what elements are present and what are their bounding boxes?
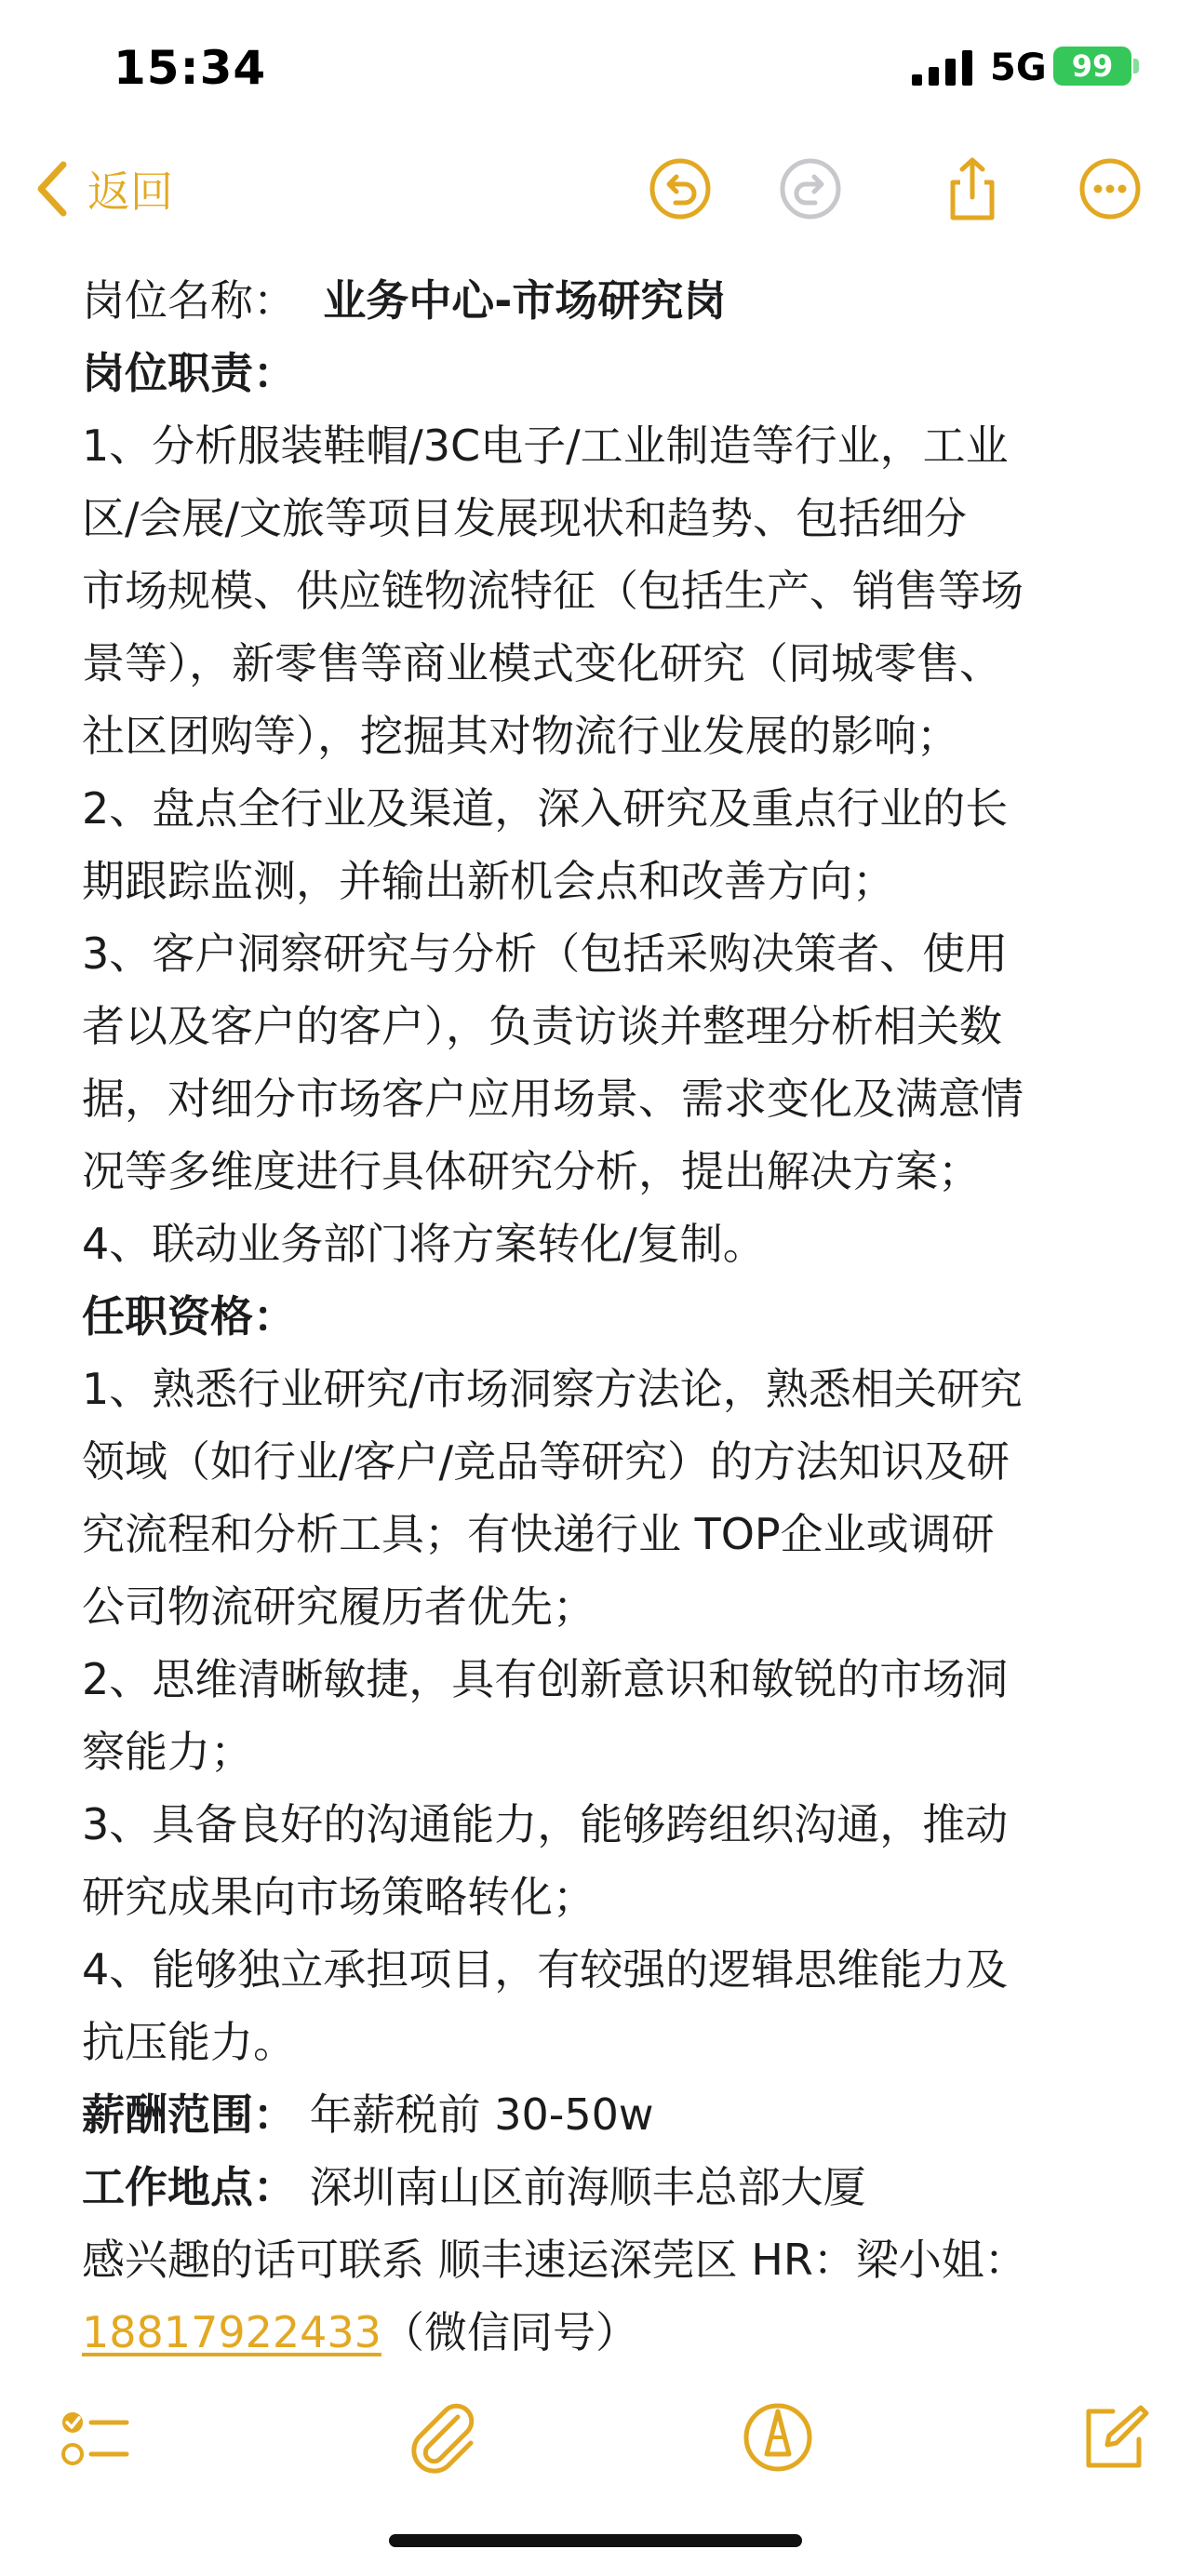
phone-line	[82, 2296, 1143, 2369]
attachment-icon	[406, 2400, 480, 2475]
cellular-signal-icon	[912, 48, 977, 86]
location-label: 工作地点：	[82, 2162, 296, 2212]
duties-line: 期跟踪监测，并输出新机会点和改善方向；	[82, 856, 895, 906]
salary-label: 薪酬范围：	[82, 2089, 296, 2140]
more-button[interactable]	[1077, 156, 1143, 221]
location-value: 深圳南山区前海顺丰总部大厦	[309, 2162, 866, 2212]
redo-button[interactable]	[778, 156, 843, 221]
battery-tip	[1133, 59, 1139, 73]
duties-line: 4、联动业务部门将方案转化/复制。	[82, 1219, 766, 1269]
duties-line: 况等多维度进行具体研究分析，提出解决方案；	[82, 1146, 981, 1196]
phone-note: （微信同号）	[381, 2307, 638, 2357]
requirements-line: 3、具备良好的沟通能力，能够跨组织沟通，推动	[82, 1799, 1009, 1849]
attachment-button[interactable]	[406, 2400, 480, 2475]
status-bar	[0, 0, 1191, 140]
requirements-heading: 任职资格：	[82, 1291, 296, 1341]
duties-line: 区/会展/文旅等项目发展现状和趋势、包括细分	[82, 493, 967, 543]
job-title-line	[82, 264, 1143, 337]
bottom-toolbar	[0, 2400, 1191, 2503]
duties-line: 2、盘点全行业及渠道，深入研究及重点行业的长	[82, 783, 1009, 834]
nav-bar	[0, 149, 1191, 251]
requirements-line: 领域（如行业/客户/竞品等研究）的方法知识及研	[82, 1436, 1010, 1487]
duties-heading: 岗位职责：	[82, 348, 296, 398]
salary-line	[82, 2078, 1143, 2151]
duties-line: 者以及客户的客户），负责访谈并整理分析相关数	[82, 1001, 1002, 1051]
battery-indicator: 99	[1053, 47, 1131, 86]
duties-line: 据，对细分市场客户应用场景、需求变化及满意情	[82, 1074, 1024, 1124]
requirements-line: 1、熟悉行业研究/市场洞察方法论，熟悉相关研究	[82, 1364, 1023, 1414]
checklist-icon	[56, 2400, 130, 2475]
duties-line: 1、分析服装鞋帽/3C电子/工业制造等行业，工业	[82, 420, 1009, 471]
requirements-line: 抗压能力。	[82, 2017, 296, 2067]
job-title-value: 业务中心-市场研究岗	[323, 275, 727, 326]
undo-button[interactable]	[648, 156, 713, 221]
contact-line: 感兴趣的话可联系 顺丰速运深莞区 HR：梁小姐：	[82, 2235, 1027, 2285]
duties-line: 社区团购等），挖掘其对物流行业发展的影响；	[82, 711, 959, 761]
note-body[interactable]	[82, 264, 1143, 2369]
requirements-line: 察能力；	[82, 1727, 253, 1777]
compose-button[interactable]	[1076, 2400, 1150, 2475]
requirements-line: 2、思维清晰敏捷，具有创新意识和敏锐的市场洞	[82, 1654, 1009, 1704]
home-indicator[interactable]	[389, 2534, 802, 2547]
share-button[interactable]	[940, 156, 1005, 221]
status-time: 15:34	[114, 41, 267, 95]
duties-line: 市场规模、供应链物流特征（包括生产、销售等场	[82, 566, 1024, 616]
share-icon	[940, 156, 1005, 221]
more-icon	[1077, 156, 1143, 221]
chevron-left-icon	[33, 159, 69, 219]
job-title-label: 岗位名称：	[82, 275, 296, 326]
requirements-line: 究流程和分析工具；有快递行业 TOP企业或调研	[82, 1509, 995, 1559]
markup-button[interactable]	[741, 2400, 815, 2475]
network-type: 5G	[990, 47, 1047, 89]
checklist-button[interactable]	[56, 2400, 130, 2475]
duties-line: 景等），新零售等商业模式变化研究（同城零售、	[82, 638, 1002, 688]
redo-icon	[778, 156, 843, 221]
compose-icon	[1076, 2400, 1150, 2475]
markup-icon	[741, 2400, 815, 2475]
back-button[interactable]	[33, 158, 173, 220]
duties-line: 3、客户洞察研究与分析（包括采购决策者、使用	[82, 928, 1009, 979]
requirements-line: 4、能够独立承担项目，有较强的逻辑思维能力及	[82, 1944, 1009, 1995]
location-line	[82, 2151, 1143, 2223]
back-label: 返回	[87, 167, 173, 217]
undo-icon	[648, 156, 713, 221]
requirements-line: 公司物流研究履历者优先；	[82, 1582, 596, 1632]
phone-link[interactable]: 18817922433	[82, 2307, 381, 2357]
requirements-line: 研究成果向市场策略转化；	[82, 1872, 596, 1922]
salary-value: 年薪税前 30-50w	[309, 2089, 654, 2140]
